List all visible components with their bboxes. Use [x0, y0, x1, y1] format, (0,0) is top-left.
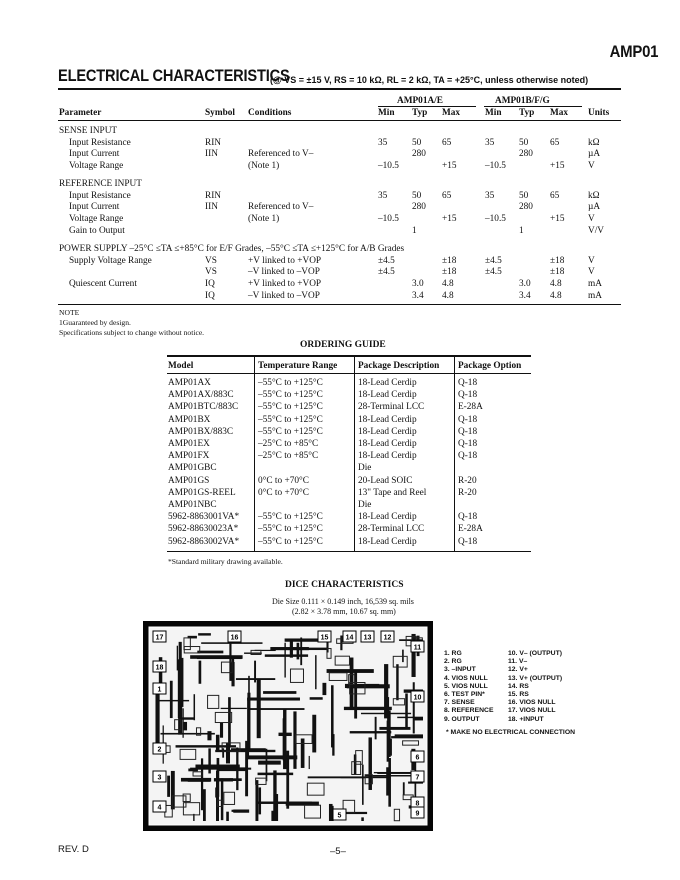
metal-trace [361, 817, 364, 821]
ordering-title: ORDERING GUIDE [300, 340, 386, 350]
og-cell: AMP01NBC [168, 500, 217, 510]
metal-trace [362, 765, 364, 805]
metal-trace [184, 722, 187, 730]
bond-pad-label: 8 [415, 800, 420, 808]
og-cell: 5962-8863002VA* [168, 536, 240, 547]
metal-trace [391, 736, 423, 738]
og-cell: AMP01AX [168, 378, 211, 388]
metal-trace [350, 731, 392, 733]
pin-entry: 14. RS [508, 682, 529, 690]
value-a-typ: 1 [412, 225, 417, 236]
metal-trace [265, 654, 308, 656]
header-a_min: Min [378, 108, 395, 118]
value-b-min: –10.5 [485, 214, 506, 225]
bond-pad-label: 15 [320, 634, 329, 642]
og-cell: E-28A [458, 402, 483, 413]
bond-pad-label: 14 [345, 634, 354, 642]
og-cell: AMP01FX [168, 451, 210, 462]
param-name: Input Resistance [69, 137, 131, 148]
note-heading: NOTE [59, 308, 80, 317]
param-name: Input Resistance [69, 190, 131, 201]
condition: +V linked to +VOP [248, 279, 322, 290]
section-title: POWER SUPPLY –25°C ≤TA ≤+85°C for E/F Grades, –55°C ≤TA ≤+125°C for A/B Grades [59, 244, 405, 254]
pin-note: * MAKE NO ELECTRICAL CONNECTION [446, 729, 576, 736]
metal-trace [221, 778, 223, 820]
og-cell: –55°C to +125°C [258, 390, 323, 401]
metal-trace [389, 739, 392, 756]
param-name: Input Current [69, 202, 120, 213]
condition: +V linked to +VOP [248, 255, 322, 266]
og-cell: 13" Tape and Reel [358, 487, 427, 498]
metal-trace [198, 633, 211, 635]
value-b-max: 65 [550, 137, 560, 148]
value-a-max: ±18 [442, 255, 457, 266]
note-1: 1Guaranteed by design. [59, 318, 131, 327]
metal-trace [226, 812, 229, 821]
value-units: kΩ [588, 137, 600, 148]
pin-entry: 13. V+ (OUTPUT) [508, 674, 563, 682]
header-b_typ: Typ [519, 108, 535, 118]
metal-trace [403, 782, 405, 795]
og-cell: –55°C to +125°C [258, 426, 323, 437]
metal-trace [194, 694, 196, 720]
value-units: V [588, 214, 595, 225]
metal-trace [157, 700, 189, 701]
die-size-line1: Die Size 0.111 × 0.149 inch, 16,539 sq. mils [272, 597, 414, 606]
og-cell: Q-18 [458, 536, 478, 547]
metal-trace [161, 733, 215, 735]
metal-trace [310, 697, 323, 700]
value-a-max: 4.8 [442, 279, 454, 290]
og-cell: 0°C to +70°C [258, 475, 309, 486]
part-number: AMP01 [609, 42, 658, 61]
og-cell: 20-Lead SOIC [358, 475, 413, 486]
metal-trace [228, 697, 231, 745]
value-a-typ: 3.0 [412, 279, 424, 290]
og-rule-bottom [167, 551, 531, 552]
metal-trace [207, 731, 211, 740]
og-cell: Q-18 [458, 451, 478, 462]
metal-trace [413, 682, 415, 733]
pin-entry: 9. OUTPUT [444, 715, 480, 723]
bond-pad-label: 5 [337, 812, 342, 820]
pin-entry: 6. TEST PIN* [444, 691, 485, 698]
metal-trace [254, 661, 256, 683]
metal-trace [259, 787, 261, 814]
og-cell: E-28A [458, 524, 483, 535]
og-header: Package Option [458, 361, 522, 371]
value-b-max: 4.8 [550, 290, 562, 301]
metal-trace [214, 778, 233, 781]
revision: REV. D [58, 844, 89, 855]
bond-pad-label: 1 [157, 686, 162, 694]
value-a-max: 65 [442, 137, 452, 148]
bond-pad-label: 12 [383, 634, 392, 642]
metal-trace [396, 664, 398, 700]
value-b-min: 35 [485, 137, 495, 148]
og-footnote: *Standard military drawing available. [168, 557, 283, 566]
test-conditions: (@ VS = ±15 V, RS = 10 kΩ, RL = 2 kΩ, TA = +25°C, unless otherwise noted) [270, 75, 589, 85]
og-col-sep [454, 355, 455, 552]
metal-trace [155, 692, 159, 746]
symbol: IQ [205, 290, 215, 301]
og-cell: AMP01GS-REEL [168, 487, 236, 498]
value-b-max: 4.8 [550, 279, 562, 290]
pin-entry: 10. V– (OUTPUT) [508, 650, 563, 657]
og-cell: R-20 [458, 487, 477, 498]
group-a-label: AMP01A/E [397, 96, 443, 106]
og-cell: 5962-88630023A* [168, 524, 239, 535]
pin-entry: 2. RG [444, 658, 462, 666]
og-cell: AMP01GS [168, 475, 210, 486]
og-cell: Q-18 [458, 378, 478, 388]
og-col-sep [254, 355, 255, 552]
metal-trace [309, 756, 310, 769]
bond-pad-label: 9 [415, 810, 420, 818]
value-units: mA [588, 279, 602, 290]
pin-entry: 17. VIOS NULL [508, 707, 556, 715]
og-cell: 28-Terminal LCC [358, 524, 425, 535]
metal-trace [231, 748, 266, 750]
metal-trace [182, 717, 194, 719]
header-symbol: Symbol [205, 108, 235, 118]
metal-trace [270, 647, 309, 650]
og-cell: –55°C to +125°C [258, 414, 323, 425]
metal-trace [201, 642, 262, 644]
og-cell: 18-Lead Cerdip [358, 390, 417, 401]
metal-trace [297, 643, 300, 660]
bond-pad-label: 17 [155, 634, 164, 642]
symbol: IIN [205, 149, 218, 160]
metal-trace [180, 658, 184, 707]
bond-pad-label: 11 [413, 644, 422, 652]
value-a-max: ±18 [442, 267, 457, 278]
group-b-label: AMP01B/F/G [495, 96, 550, 106]
og-cell: 5962-8863001VA* [168, 512, 240, 523]
og-cell: –25°C to +85°C [258, 439, 319, 449]
metal-trace [248, 708, 304, 710]
metal-trace [329, 804, 333, 821]
metal-trace [301, 738, 305, 767]
metal-trace [208, 748, 210, 773]
value-b-typ: 280 [519, 149, 533, 160]
og-header: Package Description [358, 361, 440, 371]
dice-title: DICE CHARACTERISTICS [285, 580, 404, 590]
condition: Referenced to V– [248, 202, 314, 213]
og-cell: –55°C to +125°C [258, 512, 323, 523]
value-b-typ: 3.4 [519, 290, 531, 301]
og-cell: 28-Terminal LCC [358, 402, 425, 413]
header-b_min: Min [485, 108, 502, 118]
og-header: Model [168, 361, 194, 371]
metal-trace [170, 681, 173, 718]
og-cell: 18-Lead Cerdip [358, 536, 417, 547]
value-a-typ: 50 [412, 137, 422, 148]
og-cell: 0°C to +70°C [258, 487, 309, 498]
rule-header [58, 120, 621, 121]
og-cell: Die [358, 500, 372, 510]
symbol: IQ [205, 279, 215, 290]
rule-top [58, 88, 621, 90]
metal-trace [263, 691, 296, 694]
condition: (Note 1) [248, 214, 280, 225]
bond-pad-label: 16 [230, 634, 239, 642]
metal-trace [177, 646, 178, 671]
og-cell: R-20 [458, 475, 477, 486]
param-name: Gain to Output [69, 225, 125, 236]
metal-trace [286, 751, 289, 809]
og-cell: Q-18 [458, 439, 478, 449]
og-cell: –55°C to +125°C [258, 402, 323, 413]
param-name: Voltage Range [69, 161, 124, 172]
metal-trace [266, 749, 268, 781]
value-a-max: 4.8 [442, 290, 454, 301]
header-parameter: Parameter [59, 108, 102, 118]
value-a-min: –10.5 [378, 214, 399, 225]
metal-trace [255, 780, 258, 821]
section-title: SENSE INPUT [59, 126, 118, 136]
die-layout-graphic [143, 621, 433, 831]
value-units: µA [588, 149, 601, 160]
pin-entry: 15. RS [508, 691, 529, 698]
bond-pad-label: 18 [155, 664, 164, 672]
metal-trace [322, 683, 326, 695]
pin-entry: 12. V+ [508, 666, 528, 674]
value-units: mA [588, 290, 602, 301]
metal-trace [315, 655, 316, 689]
value-units: µA [588, 202, 601, 213]
condition: (Note 1) [248, 161, 280, 172]
title-row [58, 66, 589, 86]
bond-pad-label: 13 [363, 634, 372, 642]
og-cell: –25°C to +85°C [258, 451, 319, 462]
section-title: REFERENCE INPUT [59, 179, 142, 189]
metal-trace [203, 789, 206, 821]
value-a-max: +15 [442, 214, 457, 225]
metal-trace [332, 734, 334, 756]
spec-change-note: Specifications subject to change without notice. [59, 328, 205, 337]
value-b-max: +15 [550, 214, 565, 225]
og-cell: AMP01AX/883C [168, 390, 234, 401]
metal-trace [247, 698, 300, 701]
value-b-typ: 50 [519, 190, 529, 201]
value-a-min: ±4.5 [378, 267, 395, 278]
og-header: Temperature Range [258, 361, 338, 371]
value-a-max: +15 [442, 161, 457, 172]
metal-trace [256, 802, 312, 804]
og-cell: Q-18 [458, 426, 478, 437]
og-cell: Die [358, 463, 372, 474]
metal-trace [312, 715, 316, 753]
og-cell: Q-18 [458, 414, 478, 425]
metal-trace [182, 708, 183, 737]
og-col-sep [354, 355, 355, 552]
value-units: V [588, 267, 595, 278]
symbol: VS [205, 255, 217, 266]
pin-entry: 8. REFERENCE [444, 707, 494, 715]
value-b-typ: 280 [519, 202, 533, 213]
value-b-max: ±18 [550, 267, 565, 278]
pin-entry: 7. SENSE [444, 699, 475, 707]
pin-entry: 11. V– [508, 658, 528, 666]
bond-pad-label: 4 [157, 804, 162, 812]
metal-trace [379, 727, 410, 730]
og-cell: AMP01BTC/883C [168, 402, 239, 413]
metal-trace [283, 709, 286, 769]
value-b-typ: 3.0 [519, 279, 531, 290]
value-a-min: 35 [378, 137, 388, 148]
metal-trace [244, 652, 262, 653]
metal-trace [197, 658, 242, 659]
value-a-min: 35 [378, 190, 388, 201]
metal-trace [388, 758, 391, 807]
metal-trace [340, 636, 342, 651]
metal-trace [258, 761, 281, 765]
bond-pad-label: 6 [415, 754, 420, 762]
og-cell: AMP01BX/883C [168, 426, 234, 437]
param-name: Quiescent Current [69, 279, 137, 290]
metal-trace [248, 755, 297, 759]
rule-bottom [58, 304, 621, 305]
metal-trace [218, 767, 248, 771]
page-number: –5– [330, 846, 346, 857]
metal-trace [199, 661, 202, 684]
value-a-typ: 50 [412, 190, 422, 201]
value-b-min: 35 [485, 190, 495, 201]
pin-entry: 5. VIOS NULL [444, 682, 488, 690]
symbol: VS [205, 267, 217, 278]
value-units: V [588, 161, 595, 172]
og-cell: –55°C to +125°C [258, 524, 323, 535]
value-b-min: ±4.5 [485, 267, 502, 278]
value-b-typ: 1 [519, 225, 524, 236]
condition: –V linked to –VOP [248, 267, 320, 278]
value-b-max: 65 [550, 190, 560, 201]
symbol: RIN [205, 137, 222, 148]
og-cell: 18-Lead Cerdip [358, 439, 417, 449]
metal-trace [374, 772, 415, 773]
metal-trace [216, 735, 220, 751]
condition: Referenced to V– [248, 149, 314, 160]
og-cell: –55°C to +125°C [258, 378, 323, 388]
bond-pad-label: 3 [157, 774, 162, 782]
og-cell: AMP01EX [168, 439, 210, 449]
metal-trace [220, 723, 223, 738]
metal-trace [405, 693, 408, 728]
og-cell: 18-Lead Cerdip [358, 378, 417, 388]
page-title: ELECTRICAL CHARACTERISTICS [58, 66, 290, 85]
metal-trace [361, 713, 411, 714]
og-cell: 18-Lead Cerdip [358, 451, 417, 462]
header-a_typ: Typ [412, 108, 428, 118]
metal-trace [167, 776, 170, 797]
condition: –V linked to –VOP [248, 290, 320, 301]
pin-entry: 1. RG [444, 650, 462, 657]
og-rule-top [167, 355, 531, 357]
pin-entry: 4. VIOS NULL [444, 674, 488, 682]
bond-pad-label: 10 [413, 694, 422, 702]
header-conditions: Conditions [248, 108, 292, 118]
metal-trace [375, 717, 377, 740]
header-b_max: Max [550, 108, 569, 118]
value-b-max: +15 [550, 161, 565, 172]
metal-trace [344, 707, 392, 710]
og-cell: –55°C to +125°C [258, 536, 323, 547]
metal-trace [384, 664, 388, 718]
symbol: IIN [205, 202, 218, 213]
pin-entry: 3. –INPUT [444, 666, 476, 674]
metal-trace [415, 718, 423, 721]
metal-trace [221, 708, 247, 709]
param-name: Voltage Range [69, 214, 124, 225]
value-a-min: ±4.5 [378, 255, 395, 266]
metal-trace [232, 810, 245, 812]
metal-trace [201, 758, 203, 810]
param-name: Supply Voltage Range [69, 255, 152, 266]
header-units: Units [588, 108, 610, 118]
og-cell: AMP01BX [168, 414, 211, 425]
value-b-min: ±4.5 [485, 255, 502, 266]
value-units: V/V [588, 225, 605, 236]
value-units: kΩ [588, 190, 600, 201]
die-photo [143, 621, 433, 831]
og-cell: Q-18 [458, 390, 478, 401]
metal-trace [369, 737, 372, 790]
bond-pad-label: 7 [415, 774, 420, 782]
og-rule-header [167, 373, 531, 374]
value-a-max: 65 [442, 190, 452, 201]
value-a-min: –10.5 [378, 161, 399, 172]
value-b-min: –10.5 [485, 161, 506, 172]
og-cell: 18-Lead Cerdip [358, 414, 417, 425]
metal-trace [181, 778, 211, 782]
og-cell: 18-Lead Cerdip [358, 512, 417, 523]
metal-trace [226, 743, 230, 764]
param-name: Input Current [69, 149, 120, 160]
value-a-typ: 280 [412, 149, 426, 160]
value-a-typ: 280 [412, 202, 426, 213]
metal-trace [197, 651, 223, 654]
value-b-max: ±18 [550, 255, 565, 266]
header-a_max: Max [442, 108, 461, 118]
metal-trace [341, 777, 387, 779]
og-cell: Q-18 [458, 512, 478, 523]
value-b-typ: 50 [519, 137, 529, 148]
metal-trace [397, 717, 423, 718]
value-units: V [588, 255, 595, 266]
og-cell: AMP01GBC [168, 463, 217, 474]
symbol: RIN [205, 190, 222, 201]
die-size-line2: (2.82 × 3.78 mm, 10.67 sq. mm) [292, 607, 396, 616]
og-cell: 18-Lead Cerdip [358, 426, 417, 437]
metal-trace [276, 794, 278, 821]
value-a-typ: 3.4 [412, 290, 424, 301]
pin-entry: 18. +INPUT [508, 715, 544, 723]
pin-entry: 16. VIOS NULL [508, 699, 556, 707]
bond-pad-label: 2 [157, 746, 162, 754]
